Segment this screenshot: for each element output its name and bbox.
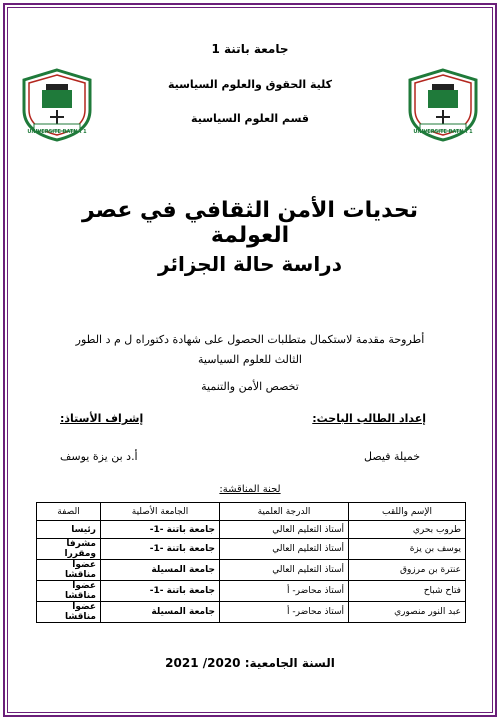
member-rank: أستاذ التعليم العالي (220, 521, 349, 539)
student-label: إعداد الطالب الباحث: (312, 412, 426, 425)
table-row (37, 602, 466, 623)
member-university: جامعة باتنة -1- (101, 581, 220, 602)
column-header-rank: الدرجة العلمية (220, 503, 349, 521)
table-row (37, 539, 466, 560)
member-university: جامعة باتنة -1- (101, 539, 220, 560)
department-name: قسم العلوم السياسية (191, 112, 309, 125)
committee-heading: لجنة المناقشة: (219, 484, 281, 495)
member-rank: أستاذ محاضر- أ (220, 602, 349, 623)
thesis-statement-line2: الثالث للعلوم السياسية (198, 353, 302, 366)
university-name: جامعة باتنة 1 (211, 42, 289, 56)
member-role: رئيسا (37, 521, 101, 539)
member-role: عضوا مناقشا (37, 602, 101, 623)
thesis-statement-line1: أطروحة مقدمة لاستكمال متطلبات الحصول على شهادة دكتوراه ل م د الطور (75, 333, 425, 346)
faculty-name: كلية الحقوق والعلوم السياسية (167, 78, 333, 91)
member-name: فتاح شباح (349, 581, 466, 602)
member-rank: أستاذ محاضر- أ (220, 581, 349, 602)
specialty: تخصص الأمن والتنمية (201, 380, 299, 393)
logo-left-latin-text: UNIVERSITE BATNA 1 (27, 129, 87, 135)
member-name: عنترة بن مرزوق (349, 560, 466, 581)
committee-table (36, 502, 466, 623)
logo-right-latin-text: UNIVERSITE BATNA 1 (413, 129, 473, 135)
member-name: طروب بحري (349, 521, 466, 539)
column-header-university: الجامعة الأصلية (101, 503, 220, 521)
table-row (37, 581, 466, 602)
member-university: جامعة المسيلة (101, 560, 220, 581)
thesis-subtitle: دراسة حالة الجزائر (158, 252, 342, 276)
academic-year: السنة الجامعية: 2020/ 2021 (165, 656, 335, 670)
student-name: خميلة فيصل (364, 450, 420, 463)
member-rank: أستاذ التعليم العالي (220, 539, 349, 560)
thesis-title: تحديات الأمن الثقافي في عصر العولمة (81, 198, 419, 248)
supervisor-name: أ.د بن يزة يوسف (60, 450, 138, 463)
member-role: عضوا مناقشا (37, 581, 101, 602)
member-rank: أستاذ التعليم العالي (220, 560, 349, 581)
member-university: جامعة المسيلة (101, 602, 220, 623)
supervisor-label: إشراف الأستاذ: (60, 412, 144, 425)
table-row (37, 560, 466, 581)
table-row (37, 521, 466, 539)
member-role: عضوا مناقشا (37, 560, 101, 581)
thesis-statement (40, 330, 460, 370)
member-name: عبد النور منصوري (349, 602, 466, 623)
table-header-row (37, 503, 466, 521)
column-header-name: الإسم واللقب (349, 503, 466, 521)
column-header-role: الصفة (37, 503, 101, 521)
member-university: جامعة باتنة -1- (101, 521, 220, 539)
member-name: يوسف بن يزة (349, 539, 466, 560)
member-role: مشرفا ومقررا (37, 539, 101, 560)
